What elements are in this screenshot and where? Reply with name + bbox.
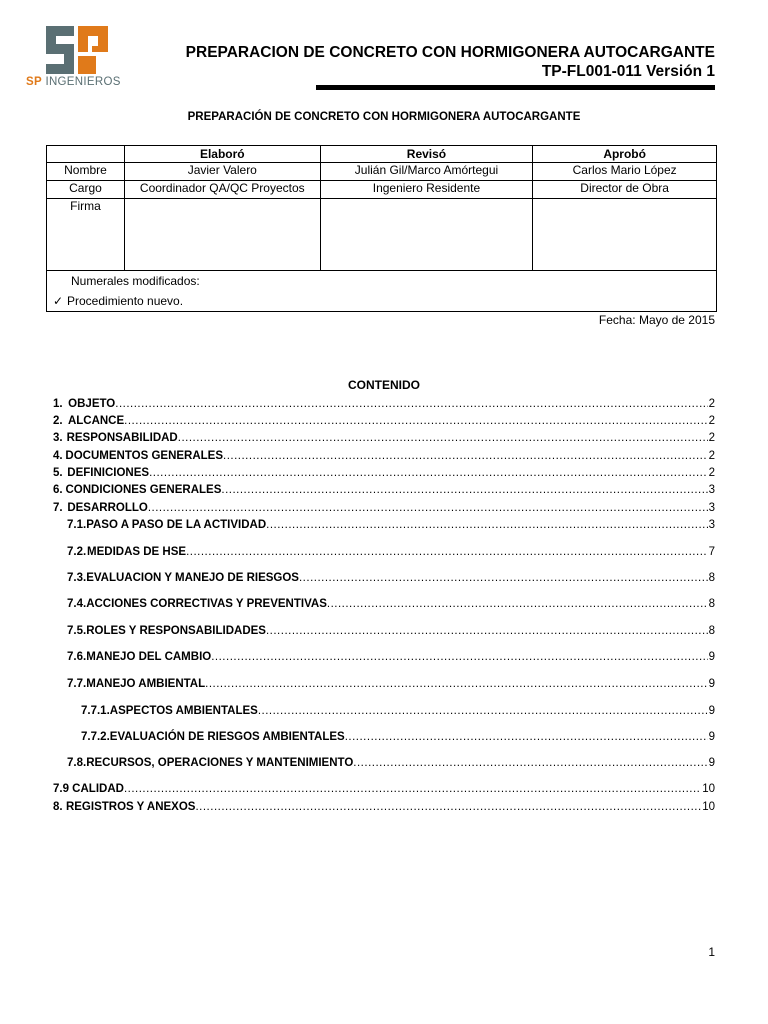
logo-wordmark (26, 76, 121, 88)
toc-entry-page: 7 (708, 546, 715, 558)
toc-entry[interactable] (67, 572, 715, 587)
toc-entry-number: 7.6. (67, 651, 87, 663)
toc-entry-number: 7.8. (67, 757, 87, 769)
approval-header-row (47, 146, 717, 163)
toc-entry-number: 7.2. (67, 546, 87, 558)
toc-leader (195, 801, 701, 813)
toc-entry-number: 7.1. (67, 519, 87, 531)
toc-entry-number: 4. (53, 450, 63, 462)
document-date: Fecha: Mayo de 2015 (598, 313, 715, 327)
approval-header-elaboro: Elaboró (124, 146, 320, 163)
toc-entry[interactable] (67, 757, 715, 772)
approval-table (46, 145, 717, 312)
toc-entry-label: RESPONSABILIDAD (66, 432, 178, 444)
company-logo (26, 24, 121, 92)
toc-entry-label: MANEJO DEL CAMBIO (86, 651, 212, 663)
toc-entry-page: 9 (708, 731, 715, 743)
toc-entry[interactable] (81, 731, 715, 746)
toc-leader (124, 415, 707, 427)
toc-entry-number: 1. (53, 398, 63, 410)
header-rule (316, 85, 715, 90)
logo-wordmark-sp: SP (26, 76, 42, 88)
toc-entry-number: 6. (53, 484, 63, 496)
toc-entry[interactable] (53, 783, 715, 798)
approval-cell: Carlos Mario López (533, 163, 717, 181)
logo-wordmark-ingenieros: INGENIEROS (45, 76, 121, 88)
approval-cell: Javier Valero (124, 163, 320, 181)
toc-entry-label: CONDICIONES GENERALES (65, 484, 222, 496)
toc-entry-page: 8 (708, 625, 715, 637)
signature-box (533, 199, 717, 271)
toc-entry-page: 3 (708, 519, 715, 531)
toc-leader (124, 783, 701, 795)
toc-entry-label: MANEJO AMBIENTAL (86, 678, 206, 690)
toc-entry[interactable] (53, 502, 715, 517)
toc-leader (178, 432, 708, 444)
toc-entry-label: RECURSOS, OPERACIONES Y MANTENIMIENTO (86, 757, 354, 769)
toc-entry-label: DESARROLLO (67, 502, 148, 514)
toc-leader (327, 598, 708, 610)
toc-leader (299, 572, 708, 584)
approval-cell: Coordinador QA/QC Proyectos (124, 181, 320, 199)
toc-entry-page: 9 (708, 678, 715, 690)
approval-row-nombre (47, 163, 717, 181)
toc-entry-label: PASO A PASO DE LA ACTIVIDAD (86, 519, 267, 531)
toc-entry-number: 7.7.1. (81, 705, 110, 717)
toc-entry-label: REGISTROS Y ANEXOS (65, 801, 196, 813)
toc-entry[interactable] (53, 450, 715, 465)
sp-logo-mark-icon (44, 24, 112, 76)
approval-row-label: Cargo (47, 181, 125, 199)
toc-entry-label: DOCUMENTOS GENERALES (65, 450, 224, 462)
toc-entry-page: 9 (708, 651, 715, 663)
toc-entry-label: ACCIONES CORRECTIVAS Y PREVENTIVAS (86, 598, 327, 610)
header-document-code: TP-FL001-011 Versión 1 (541, 63, 715, 80)
toc-entry[interactable] (53, 484, 715, 499)
toc-entry-page: 10 (702, 783, 715, 795)
approval-row-label: Nombre (47, 163, 125, 181)
toc-leader (211, 651, 707, 663)
toc-entry-page: 9 (708, 757, 715, 769)
toc-leader (205, 678, 707, 690)
toc-entry[interactable] (67, 625, 715, 640)
approval-header-aprobo: Aprobó (533, 146, 717, 163)
notes-title: Numerales modificados: (71, 274, 200, 288)
toc-entry[interactable] (53, 415, 715, 430)
toc-entry-page: 2 (708, 450, 715, 462)
toc-entry-page: 3 (708, 502, 715, 514)
toc-entry-page: 2 (708, 415, 715, 427)
notes-item (53, 291, 712, 311)
toc-entry-label: ASPECTOS AMBIENTALES (109, 705, 258, 717)
toc-entry-label: EVALUACION Y MANEJO DE RIESGOS (86, 572, 299, 584)
toc-entry-page: 3 (708, 484, 715, 496)
toc-entry-page: 2 (708, 398, 715, 410)
header-title: PREPARACION DE CONCRETO CON HORMIGONERA AUTOCARGANTE (185, 44, 715, 61)
toc-entry-number: 7.3. (67, 572, 87, 584)
approval-row-label: Firma (47, 199, 125, 271)
toc-leader (266, 625, 708, 637)
toc-leader (258, 705, 708, 717)
approval-header-blank (47, 146, 125, 163)
toc-entry-label: OBJETO (68, 398, 116, 410)
approval-cell: Director de Obra (533, 181, 717, 199)
toc-entry-number: 3. (53, 432, 63, 444)
toc-entry-number: 2. (53, 415, 63, 427)
toc-leader (223, 450, 708, 462)
toc-entry[interactable] (53, 467, 715, 482)
signature-box (320, 199, 533, 271)
toc-entry-page: 10 (702, 801, 715, 813)
toc-entry-page: 2 (708, 432, 715, 444)
approval-header-reviso: Revisó (320, 146, 533, 163)
document-title: PREPARACIÓN DE CONCRETO CON HORMIGONERA AUTOCARGANTE (187, 111, 581, 123)
toc-entry-label: DEFINICIONES (67, 467, 150, 479)
approval-row-firma (47, 199, 717, 271)
toc-entry[interactable] (67, 651, 715, 666)
toc-entry-label: ALCANCE (67, 415, 125, 427)
notes-item-text: Procedimiento nuevo. (67, 294, 184, 308)
toc-entry-number: 7.7. (67, 678, 87, 690)
toc-entry-label: ROLES Y RESPONSABILIDADES (86, 625, 266, 637)
toc-leader (148, 502, 708, 514)
approval-cell: Julián Gil/Marco Amórtegui (320, 163, 533, 181)
toc-leader (149, 467, 708, 479)
toc-entry[interactable] (53, 801, 715, 816)
toc-entry-number: 7. (53, 502, 63, 514)
toc-entry[interactable] (81, 705, 715, 720)
toc-entry[interactable] (67, 598, 715, 613)
toc-entry-label: 7.9 CALIDAD (53, 783, 124, 795)
toc-entry[interactable] (67, 546, 715, 561)
toc-entry-page: 2 (708, 467, 715, 479)
toc-leader (115, 398, 707, 410)
toc-leader (353, 757, 707, 769)
toc-entry-number: 8. (53, 801, 63, 813)
approval-row-cargo (47, 181, 717, 199)
approval-notes-row (47, 271, 717, 312)
toc-entry-number: 7.4. (67, 598, 87, 610)
toc-entry[interactable] (53, 398, 715, 413)
toc-entry-label: EVALUACIÓN DE RIESGOS AMBIENTALES (109, 731, 345, 743)
toc-entry-number: 7.5. (67, 625, 87, 637)
toc-entry[interactable] (53, 432, 715, 447)
toc-entry-label: MEDIDAS DE HSE (87, 546, 187, 558)
toc-title: CONTENIDO (348, 378, 420, 392)
page-number: 1 (708, 945, 715, 959)
toc-entry-page: 9 (708, 705, 715, 717)
toc-entry-number: 7.7.2. (81, 731, 110, 743)
toc-entry-page: 8 (708, 598, 715, 610)
toc-entry-number: 5. (53, 467, 63, 479)
signature-box (124, 199, 320, 271)
toc-leader (186, 546, 708, 558)
toc-entry[interactable] (67, 678, 715, 693)
toc-leader (345, 731, 708, 743)
toc-leader (221, 484, 707, 496)
check-icon: ✓ (53, 294, 64, 308)
toc-entry[interactable] (67, 519, 715, 534)
toc-leader (266, 519, 707, 531)
approval-notes (47, 271, 717, 312)
toc-entry-page: 8 (708, 572, 715, 584)
approval-cell: Ingeniero Residente (320, 181, 533, 199)
